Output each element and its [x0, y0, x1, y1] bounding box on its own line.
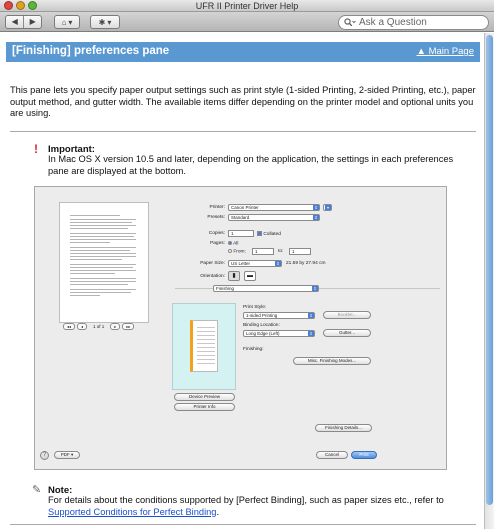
printer-info-button[interactable]: Printer Info — [174, 403, 235, 411]
finishing-label: Finishing: — [243, 347, 264, 352]
preview-text-line — [70, 228, 128, 229]
printer-expand-button[interactable] — [323, 204, 332, 211]
chevron-down-icon: ▾ — [326, 205, 329, 210]
preview-text-line — [197, 339, 215, 340]
back-arrow-icon[interactable]: ◀ — [11, 17, 18, 26]
pages-from-radio[interactable] — [228, 249, 246, 254]
pane-selector-value: Finishing — [216, 286, 235, 291]
next-page-button[interactable]: ▸ — [110, 323, 120, 330]
preview-text-line — [70, 247, 136, 248]
printer-label: Printer: — [209, 205, 225, 210]
preview-text-line — [70, 295, 100, 296]
binding-location-popup[interactable] — [243, 330, 315, 337]
presets-value: Standard — [231, 215, 250, 220]
preview-text-line — [70, 225, 136, 226]
preview-text-line — [70, 273, 115, 274]
preview-text-line — [70, 250, 130, 251]
preview-text-line — [70, 270, 136, 271]
important-icon: ! — [34, 142, 38, 156]
paper-size-popup[interactable] — [228, 260, 282, 267]
preview-text-line — [197, 331, 215, 332]
radio-icon — [228, 249, 232, 253]
printer-value: Canon Printer — [231, 205, 259, 210]
window-titlebar — [0, 0, 494, 12]
binding-location-label: Binding Location: — [243, 323, 280, 328]
portrait-orientation-button[interactable] — [228, 271, 240, 281]
pages-from-input[interactable]: 1 — [252, 248, 274, 255]
preview-text-line — [70, 236, 134, 237]
preview-text-line — [70, 242, 110, 243]
preview-text-line — [197, 335, 215, 336]
booklet-button[interactable]: Booklet... — [323, 311, 371, 319]
pane-selector-popup[interactable] — [213, 285, 319, 292]
chevron-down-icon: ⇕ — [309, 331, 313, 336]
preview-text-line — [70, 267, 133, 268]
preview-text-line — [70, 222, 132, 223]
page-title: [Finishing] preferences pane — [12, 45, 170, 57]
preview-text-line — [70, 284, 128, 285]
note-heading: Note: — [48, 485, 73, 496]
window-title: UFR II Printer Driver Help — [195, 1, 299, 11]
pages-from-label: From: — [233, 249, 246, 255]
preview-text-line — [70, 239, 136, 240]
toolbar — [0, 12, 494, 32]
preview-text-line — [197, 355, 215, 356]
misc-finishing-modes-button[interactable]: Misc. Finishing Modes... — [293, 357, 371, 365]
copies-input[interactable]: 1 — [228, 230, 254, 237]
search-icon — [344, 18, 356, 27]
collated-label: Collated — [263, 231, 281, 237]
preview-text-line — [197, 347, 215, 348]
preview-text-line — [70, 253, 136, 254]
note-text: For details about the conditions supported by [Perfect Binding], such as paper sizes etc., refer to — [48, 495, 444, 505]
presets-label: Presets: — [207, 215, 225, 220]
page-navigation — [63, 323, 134, 330]
orientation-label: Orientation: — [200, 274, 225, 279]
help-icon[interactable]: ? — [40, 451, 49, 460]
preview-text-line — [70, 219, 136, 220]
print-style-value: 1-sided Printing — [246, 313, 278, 318]
preview-text-line — [70, 256, 136, 257]
pages-all-radio[interactable] — [228, 241, 238, 246]
pages-to-label: to: — [278, 249, 284, 254]
intro-paragraph: This pane lets you specify paper output settings such as print style (1-sided Printing, 2-sided Printing, etc.), paper output method, and gutter width. The available items differ depending on the printer model and optional units you are using. — [10, 85, 476, 118]
preview-text-line — [70, 264, 136, 265]
finishing-details-button[interactable]: Finishing Details... — [315, 424, 372, 432]
binding-location-value: Long Edge (Left) — [246, 331, 280, 336]
main-page-link[interactable] — [417, 46, 474, 57]
important-body: In Mac OS X version 10.5 and later, depending on the application, the settings in each preferences pane are displayed at the bottom. — [48, 154, 454, 176]
scrollbar-thumb[interactable] — [486, 35, 493, 505]
preview-text-line — [70, 281, 136, 282]
preview-text-line — [197, 351, 215, 352]
last-page-button[interactable]: ▸▸ — [122, 323, 134, 330]
landscape-icon: ▬ — [247, 273, 253, 279]
printer-popup[interactable] — [228, 204, 320, 211]
note-body — [48, 495, 478, 518]
chevron-down-icon: ⇕ — [313, 286, 317, 291]
gutter-button[interactable]: Gutter... — [323, 329, 371, 337]
search-placeholder: Ask a Question — [359, 17, 427, 28]
divider — [10, 524, 476, 525]
preview-text-line — [70, 278, 136, 279]
home-button[interactable] — [54, 15, 80, 29]
page-header-bar — [6, 42, 480, 62]
first-page-button[interactable]: ◂◂ — [63, 323, 75, 330]
pages-all-label: All — [233, 241, 239, 247]
book-preview-icon — [190, 320, 218, 372]
preview-text-line — [70, 289, 136, 290]
preview-text-line — [197, 343, 215, 344]
print-style-label: Print Style: — [243, 305, 267, 310]
paper-size-label: Paper Size: — [200, 261, 225, 266]
chevron-down-icon: ▾ — [107, 17, 112, 27]
up-arrow-icon: ▲ — [416, 46, 426, 57]
paper-size-dimensions: 21.59 by 27.94 cm — [286, 261, 326, 266]
important-heading: Important: — [48, 144, 95, 155]
chevron-down-icon: ⇕ — [314, 205, 318, 210]
forward-arrow-icon[interactable]: ▶ — [23, 16, 41, 28]
gear-icon: ✱ — [98, 17, 106, 27]
supported-conditions-link[interactable]: Supported Conditions for Perfect Binding — [48, 506, 217, 517]
copies-label: Copies: — [208, 231, 225, 236]
home-icon: ⌂ — [61, 17, 67, 27]
portrait-icon: ▮ — [232, 273, 236, 279]
search-field[interactable] — [338, 15, 489, 30]
chevron-down-icon: ▾ — [68, 17, 73, 27]
landscape-orientation-button[interactable] — [244, 271, 256, 281]
page-count: 1 of 1 — [93, 324, 105, 329]
pdf-menu-button[interactable]: PDF ▾ — [54, 451, 80, 459]
cancel-button[interactable]: Cancel — [316, 451, 348, 459]
pages-label: Pages: — [210, 241, 225, 246]
preview-text-line — [70, 292, 131, 293]
radio-icon — [228, 241, 232, 245]
action-menu-button[interactable] — [90, 15, 120, 29]
paper-size-value: US Letter — [231, 261, 251, 266]
page-preview — [59, 202, 149, 323]
chevron-down-icon: ⇕ — [276, 261, 280, 266]
note-icon: ✎ — [32, 484, 42, 496]
prev-page-button[interactable]: ◂ — [77, 323, 87, 330]
pages-to-input[interactable]: 1 — [289, 248, 311, 255]
preview-text-line — [70, 259, 122, 260]
divider — [10, 131, 476, 132]
device-preview-button[interactable]: Device Preview — [174, 393, 235, 401]
note-tail: . — [216, 506, 220, 517]
collated-checkbox[interactable] — [257, 231, 281, 237]
print-button[interactable]: Print — [351, 451, 377, 459]
print-dialog-screenshot — [34, 186, 447, 470]
main-page-link-label: Main Page — [428, 46, 474, 57]
back-forward-control — [5, 15, 42, 29]
preview-text-line — [70, 215, 120, 216]
chevron-down-icon: ⇕ — [309, 313, 313, 318]
checkbox-icon — [257, 231, 262, 236]
print-style-popup[interactable] — [243, 312, 315, 319]
presets-popup[interactable] — [228, 214, 320, 221]
preview-text-line — [197, 359, 215, 360]
vertical-scrollbar[interactable] — [484, 33, 494, 529]
preview-text-line — [70, 233, 136, 234]
preview-text-line — [197, 363, 215, 364]
chevron-down-icon: ⇕ — [314, 215, 318, 220]
finishing-preview — [172, 303, 236, 390]
preview-text-line — [197, 327, 215, 328]
